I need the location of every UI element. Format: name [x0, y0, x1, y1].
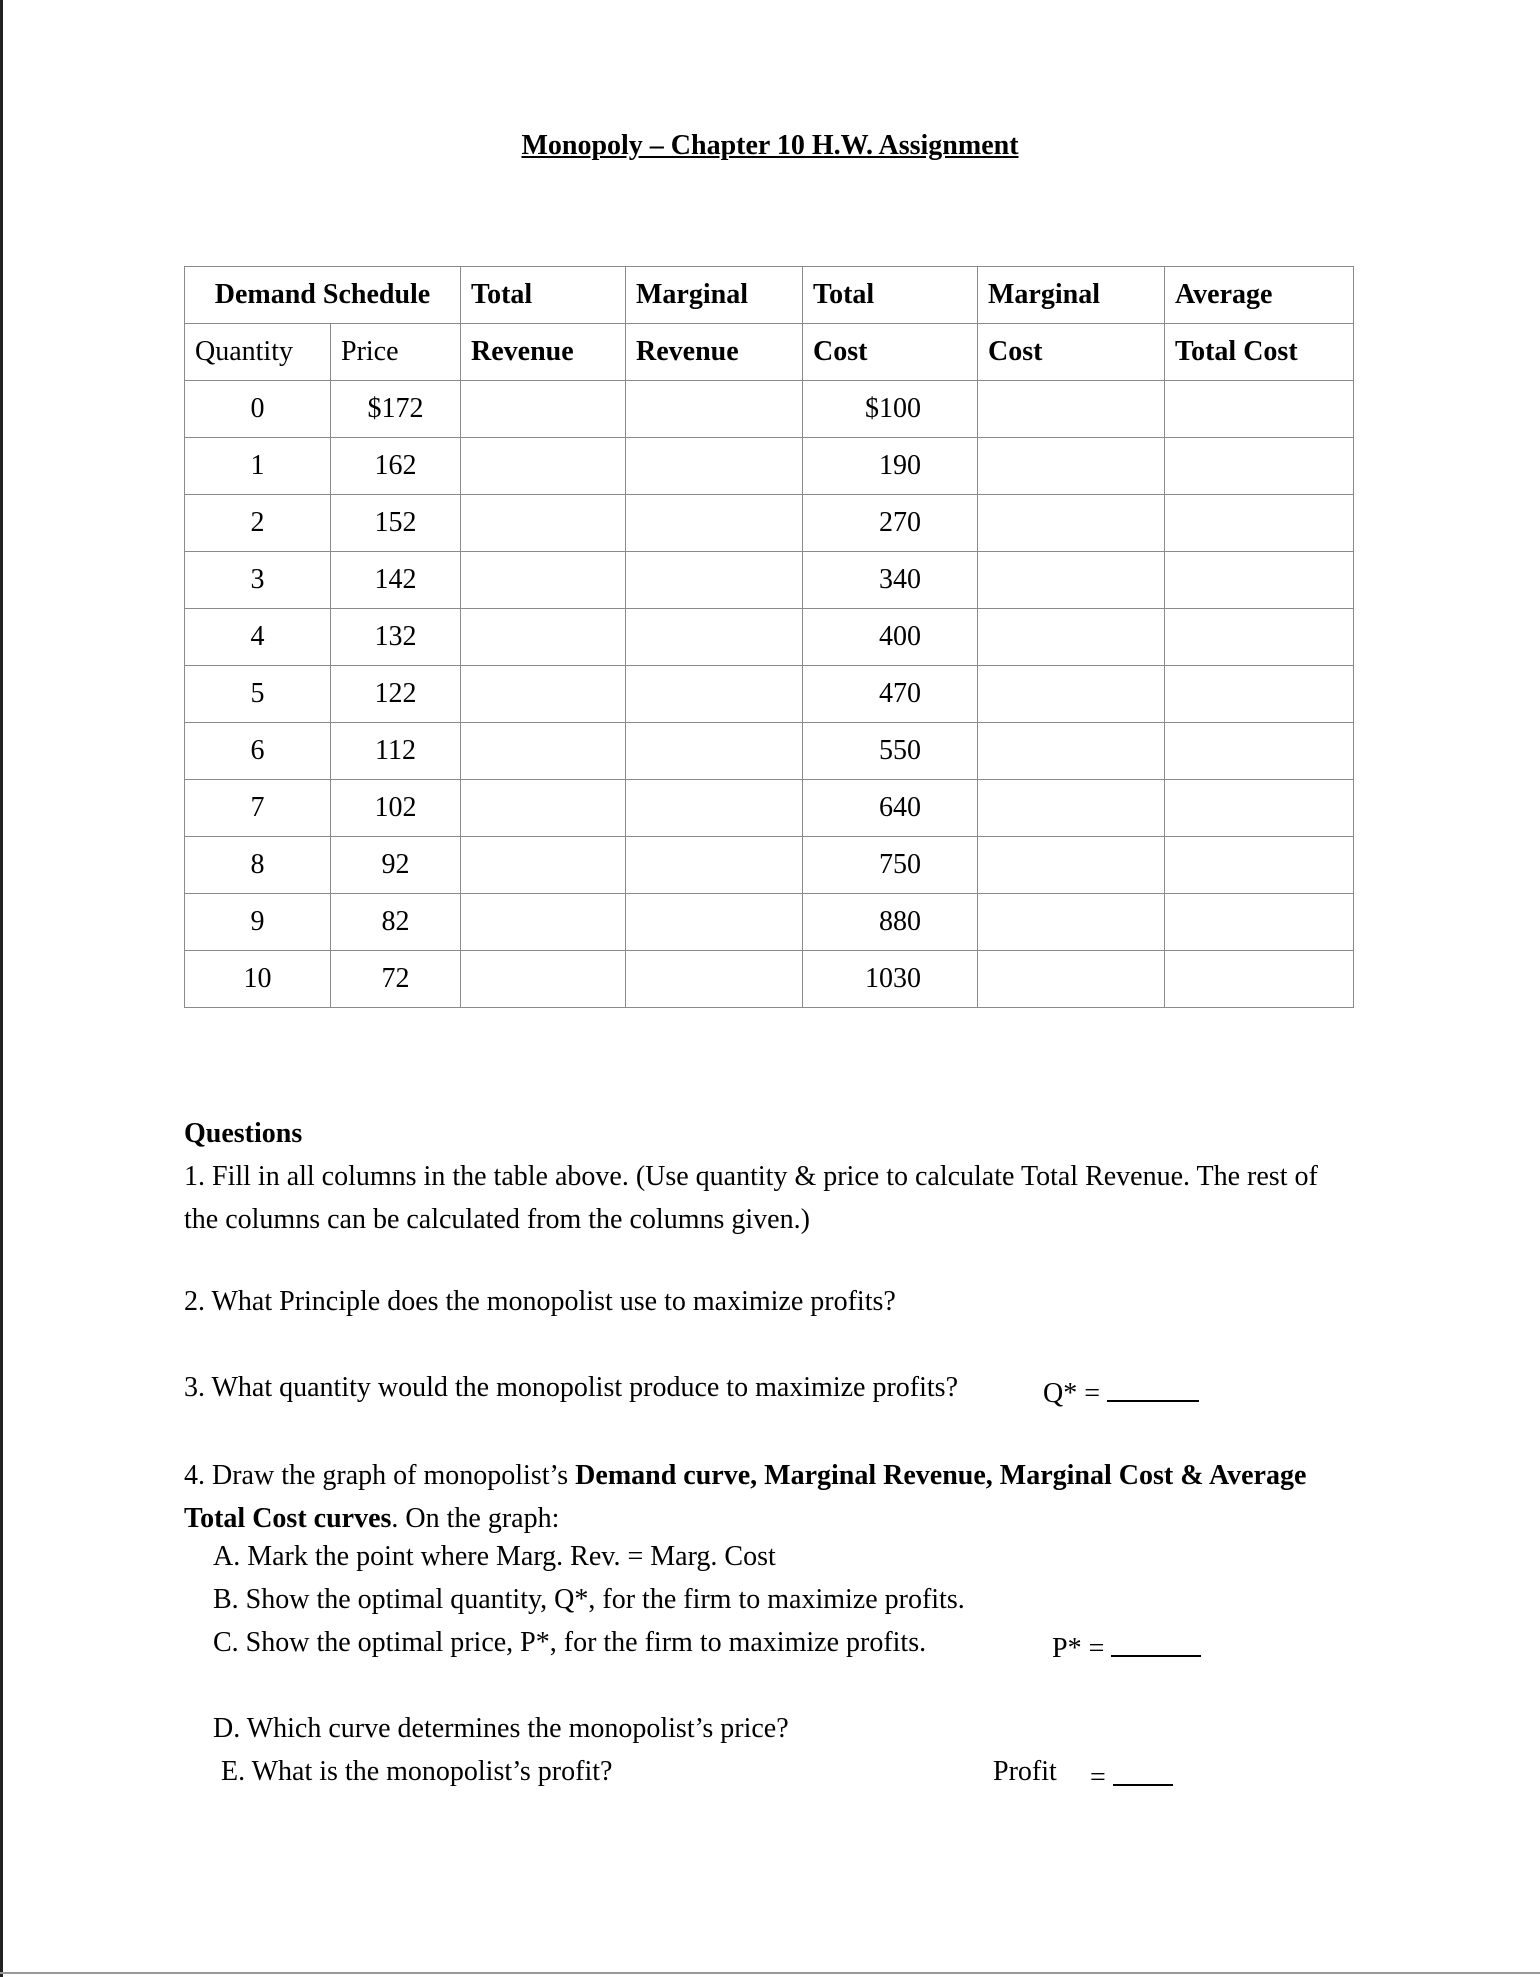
marginal-revenue-cell[interactable] — [626, 837, 803, 894]
cost-revenue-table — [184, 266, 1354, 1008]
table-row — [185, 951, 1354, 1008]
marginal-cost-cell[interactable] — [978, 780, 1165, 837]
marginal-revenue-cell[interactable] — [626, 894, 803, 951]
header-total-revenue-top: Total — [461, 267, 626, 324]
marginal-cost-cell[interactable] — [978, 666, 1165, 723]
total-cost-cell: 340 — [803, 552, 978, 609]
table-row — [185, 438, 1354, 495]
marginal-revenue-cell[interactable] — [626, 438, 803, 495]
header-total-revenue-bottom: Revenue — [461, 324, 626, 381]
price-cell: 92 — [331, 837, 461, 894]
table-row — [185, 381, 1354, 438]
marginal-cost-cell[interactable] — [978, 552, 1165, 609]
table-row — [185, 780, 1354, 837]
profit-label: Profit — [993, 1756, 1057, 1787]
marginal-cost-cell[interactable] — [978, 951, 1165, 1008]
question-4c: C. Show the optimal price, P*, for the firm to maximize profits. — [213, 1627, 927, 1658]
questions-block — [184, 1112, 1334, 1241]
quantity-cell: 8 — [185, 837, 331, 894]
question-4 — [184, 1454, 1334, 1540]
quantity-cell: 1 — [185, 438, 331, 495]
price-cell: 132 — [331, 609, 461, 666]
q-star-answer — [1043, 1372, 1199, 1410]
total-revenue-cell[interactable] — [461, 381, 626, 438]
profit-equals: = — [1090, 1762, 1106, 1793]
header-price: Price — [331, 324, 461, 381]
header-total-cost-top: Total — [803, 267, 978, 324]
marginal-revenue-cell[interactable] — [626, 552, 803, 609]
total-revenue-cell[interactable] — [461, 951, 626, 1008]
quantity-cell: 0 — [185, 381, 331, 438]
marginal-cost-cell[interactable] — [978, 894, 1165, 951]
page-bottom-border — [0, 1972, 1540, 1974]
header-marginal-cost-bottom: Cost — [978, 324, 1165, 381]
total-cost-cell: 470 — [803, 666, 978, 723]
total-cost-cell: 550 — [803, 723, 978, 780]
marginal-revenue-cell[interactable] — [626, 381, 803, 438]
total-cost-cell: 400 — [803, 609, 978, 666]
marginal-revenue-cell[interactable] — [626, 495, 803, 552]
quantity-cell: 3 — [185, 552, 331, 609]
table-row — [185, 837, 1354, 894]
total-cost-cell: 190 — [803, 438, 978, 495]
total-revenue-cell[interactable] — [461, 837, 626, 894]
header-marginal-revenue-top: Marginal — [626, 267, 803, 324]
average-total-cost-cell[interactable] — [1165, 438, 1354, 495]
p-star-answer — [1052, 1627, 1201, 1665]
average-total-cost-cell[interactable] — [1165, 381, 1354, 438]
average-total-cost-cell[interactable] — [1165, 837, 1354, 894]
question-4-curves: Demand curve, Marginal Revenue, Marginal Cost & Average Total Cost curves — [184, 1460, 1307, 1534]
quantity-cell: 4 — [185, 609, 331, 666]
header-quantity: Quantity — [185, 324, 331, 381]
table-header-row-2 — [185, 324, 1354, 381]
marginal-revenue-cell[interactable] — [626, 780, 803, 837]
price-cell: 162 — [331, 438, 461, 495]
average-total-cost-cell[interactable] — [1165, 951, 1354, 1008]
total-cost-cell: 1030 — [803, 951, 978, 1008]
quantity-cell: 7 — [185, 780, 331, 837]
total-revenue-cell[interactable] — [461, 723, 626, 780]
total-revenue-cell[interactable] — [461, 609, 626, 666]
total-revenue-cell[interactable] — [461, 780, 626, 837]
average-total-cost-cell[interactable] — [1165, 666, 1354, 723]
average-total-cost-cell[interactable] — [1165, 495, 1354, 552]
question-1: 1. Fill in all columns in the table above. (Use quantity & price to calculate Total Revenue. The rest of the columns can be calculated from the columns given.) — [184, 1161, 1318, 1235]
price-cell: 72 — [331, 951, 461, 1008]
table-row — [185, 495, 1354, 552]
price-cell: 142 — [331, 552, 461, 609]
table-row — [185, 609, 1354, 666]
marginal-cost-cell[interactable] — [978, 609, 1165, 666]
table-header-row-1 — [185, 267, 1354, 324]
average-total-cost-cell[interactable] — [1165, 609, 1354, 666]
marginal-revenue-cell[interactable] — [626, 609, 803, 666]
header-total-cost-bottom: Cost — [803, 324, 978, 381]
p-star-blank[interactable] — [1111, 1627, 1201, 1657]
questions-heading: Questions — [184, 1118, 303, 1149]
header-demand-schedule: Demand Schedule — [185, 267, 461, 324]
table-row — [185, 894, 1354, 951]
total-cost-cell: $100 — [803, 381, 978, 438]
table-row — [185, 552, 1354, 609]
marginal-cost-cell[interactable] — [978, 723, 1165, 780]
marginal-cost-cell[interactable] — [978, 837, 1165, 894]
average-total-cost-cell[interactable] — [1165, 723, 1354, 780]
header-marginal-cost-top: Marginal — [978, 267, 1165, 324]
total-revenue-cell[interactable] — [461, 495, 626, 552]
p-star-label: P* = — [1052, 1633, 1105, 1664]
price-cell: 112 — [331, 723, 461, 780]
page-title: Monopoly – Chapter 10 H.W. Assignment — [521, 130, 1019, 161]
question-2: 2. What Principle does the monopolist use to maximize profits? — [184, 1286, 896, 1317]
total-cost-cell: 880 — [803, 894, 978, 951]
average-total-cost-cell[interactable] — [1165, 780, 1354, 837]
total-revenue-cell[interactable] — [461, 552, 626, 609]
quantity-cell: 10 — [185, 951, 331, 1008]
marginal-revenue-cell[interactable] — [626, 666, 803, 723]
question-4a: A. Mark the point where Marg. Rev. = Marg. Cost — [213, 1541, 776, 1572]
price-cell: 102 — [331, 780, 461, 837]
quantity-cell: 9 — [185, 894, 331, 951]
price-cell: $172 — [331, 381, 461, 438]
question-4b: B. Show the optimal quantity, Q*, for the firm to maximize profits. — [213, 1584, 965, 1615]
q-star-blank[interactable] — [1107, 1372, 1199, 1402]
profit-blank[interactable] — [1113, 1756, 1173, 1786]
price-cell: 152 — [331, 495, 461, 552]
average-total-cost-cell[interactable] — [1165, 894, 1354, 951]
header-marginal-revenue-bottom: Revenue — [626, 324, 803, 381]
marginal-revenue-cell[interactable] — [626, 723, 803, 780]
average-total-cost-cell[interactable] — [1165, 552, 1354, 609]
question-4-start: 4. Draw the graph of monopolist’s — [184, 1460, 576, 1491]
quantity-cell: 5 — [185, 666, 331, 723]
question-4-end: . On the graph: — [391, 1503, 560, 1534]
table-row — [185, 723, 1354, 780]
question-3: 3. What quantity would the monopolist produce to maximize profits? — [184, 1372, 959, 1403]
marginal-cost-cell[interactable] — [978, 438, 1165, 495]
quantity-cell: 6 — [185, 723, 331, 780]
table-row — [185, 666, 1354, 723]
page-left-border — [0, 0, 3, 1977]
q-star-label: Q* = — [1043, 1378, 1101, 1409]
price-cell: 82 — [331, 894, 461, 951]
marginal-cost-cell[interactable] — [978, 495, 1165, 552]
marginal-cost-cell[interactable] — [978, 381, 1165, 438]
total-revenue-cell[interactable] — [461, 666, 626, 723]
header-average-total-cost-bottom: Total Cost — [1165, 324, 1354, 381]
price-cell: 122 — [331, 666, 461, 723]
quantity-cell: 2 — [185, 495, 331, 552]
question-4d: D. Which curve determines the monopolist’s price? — [213, 1713, 789, 1744]
total-cost-cell: 750 — [803, 837, 978, 894]
question-4e: E. What is the monopolist’s profit? — [221, 1756, 613, 1787]
total-revenue-cell[interactable] — [461, 894, 626, 951]
profit-answer — [1090, 1756, 1173, 1794]
marginal-revenue-cell[interactable] — [626, 951, 803, 1008]
header-average-total-cost-top: Average — [1165, 267, 1354, 324]
total-cost-cell: 270 — [803, 495, 978, 552]
total-revenue-cell[interactable] — [461, 438, 626, 495]
total-cost-cell: 640 — [803, 780, 978, 837]
